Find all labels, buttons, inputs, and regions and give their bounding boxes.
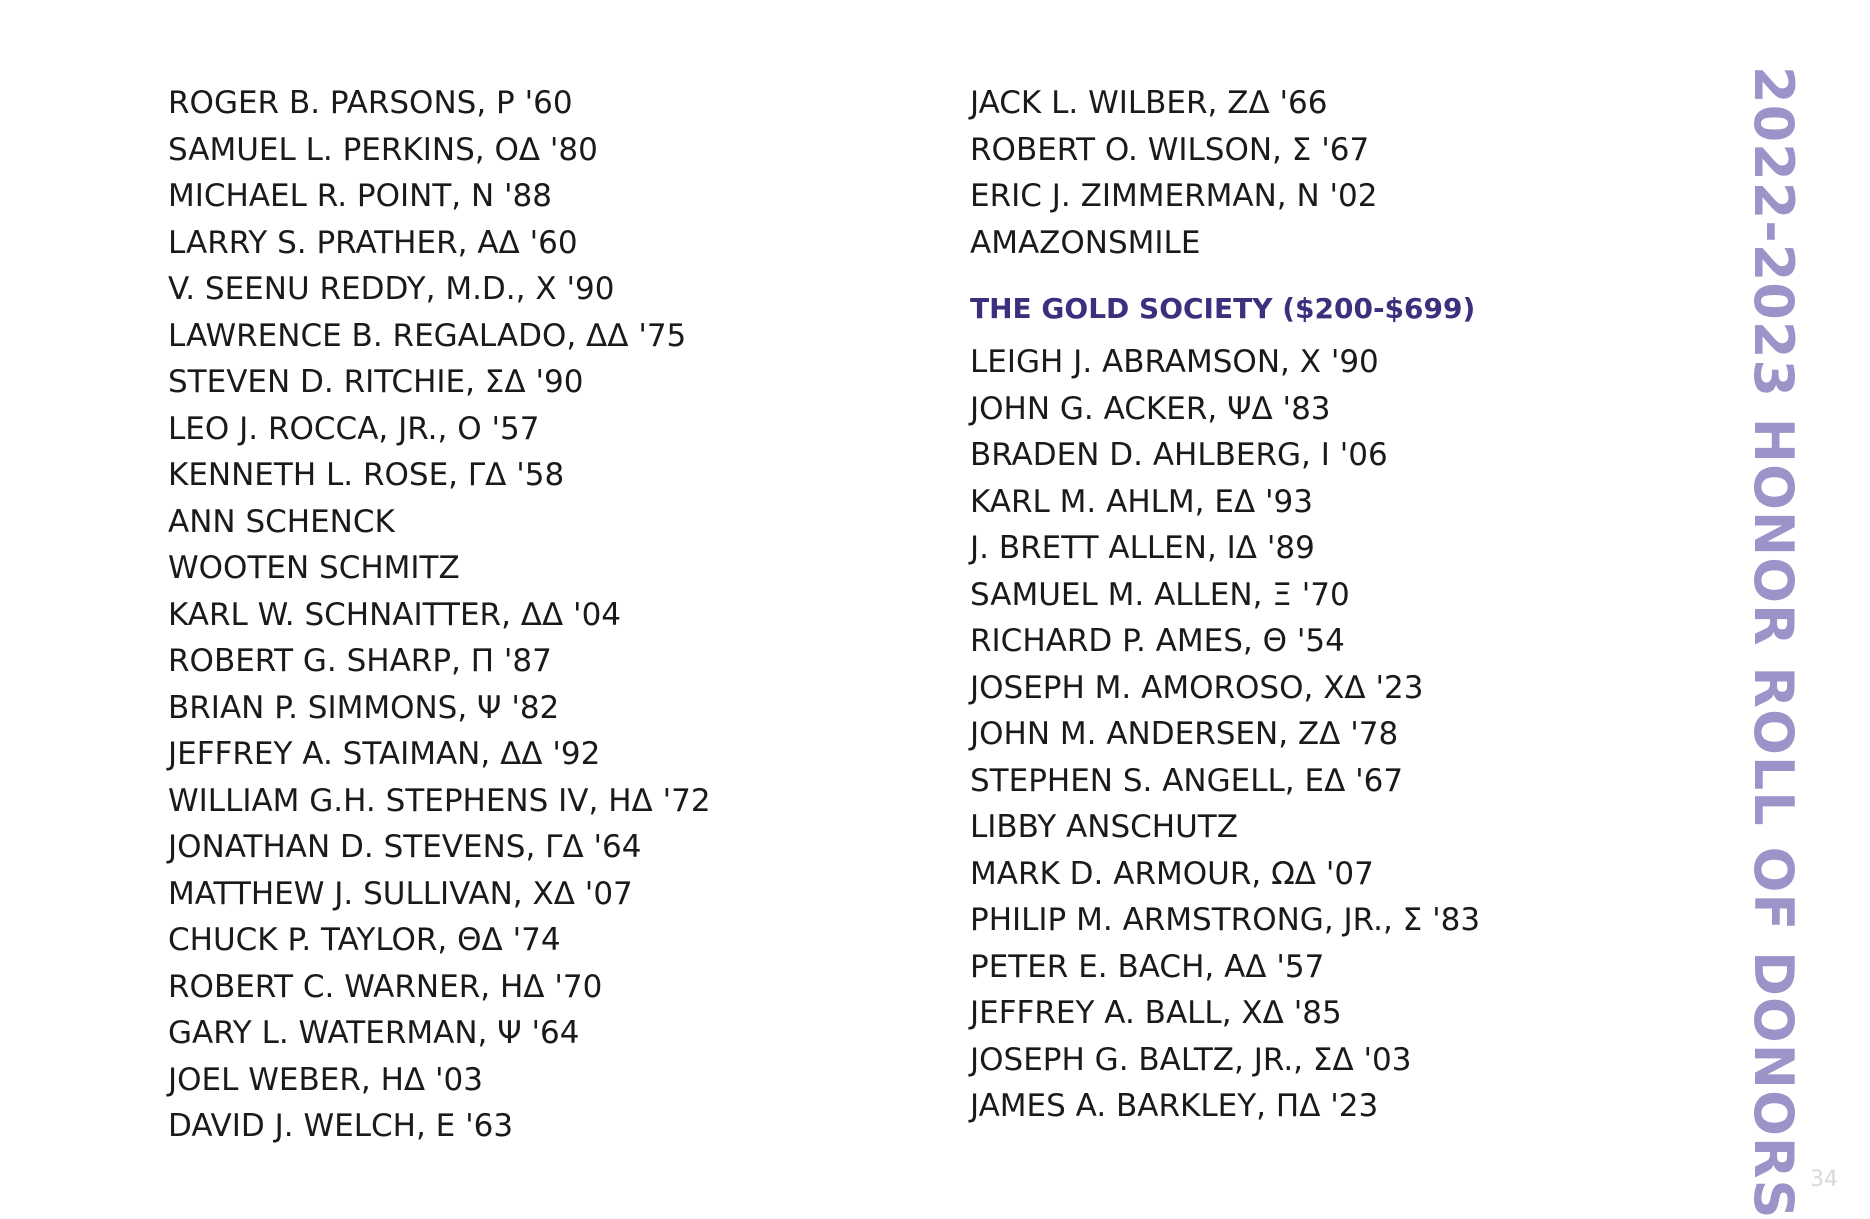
donor-name: JEFFREY A. BALL, XΔ '85 bbox=[970, 995, 1342, 1031]
donor-name: GARY L. WATERMAN, Ψ '64 bbox=[168, 1015, 580, 1051]
donor-name: LIBBY ANSCHUTZ bbox=[970, 809, 1238, 845]
donor-name: ERIC J. ZIMMERMAN, N '02 bbox=[970, 178, 1378, 214]
donor-name: LEIGH J. ABRAMSON, X '90 bbox=[970, 344, 1379, 380]
donor-name: JEFFREY A. STAIMAN, ΔΔ '92 bbox=[168, 736, 601, 772]
donor-name: MATTHEW J. SULLIVAN, XΔ '07 bbox=[168, 875, 633, 912]
donor-name: JONATHAN D. STEVENS, ΓΔ '64 bbox=[168, 829, 642, 865]
donor-name: MICHAEL R. POINT, N '88 bbox=[168, 178, 552, 214]
donor-list-continued bbox=[970, 80, 1480, 266]
donor-name: CHUCK P. TAYLOR, ΘΔ '74 bbox=[168, 922, 561, 958]
donor-list-left bbox=[168, 80, 711, 1150]
donor-name: JOEL WEBER, HΔ '03 bbox=[168, 1061, 483, 1098]
donor-name: ROBERT G. SHARP, Π '87 bbox=[168, 643, 552, 679]
donor-name: ROBERT C. WARNER, HΔ '70 bbox=[168, 968, 603, 1005]
donor-name: WOOTEN SCHMITZ bbox=[168, 550, 460, 586]
donor-name: JAMES A. BARKLEY, ΠΔ '23 bbox=[970, 1088, 1379, 1124]
donor-name: ANN SCHENCK bbox=[168, 503, 395, 540]
donor-name: STEVEN D. RITCHIE, ΣΔ '90 bbox=[168, 364, 584, 400]
donor-name: SAMUEL M. ALLEN, Ξ '70 bbox=[970, 576, 1350, 613]
donor-name: STEPHEN S. ANGELL, EΔ '67 bbox=[970, 762, 1404, 799]
honor-roll-title: 2022-2023 HONOR ROLL OF DONORS bbox=[1742, 66, 1805, 1219]
donor-name: ROBERT O. WILSON, Σ '67 bbox=[970, 131, 1370, 168]
donor-name: JOHN G. ACKER, ΨΔ '83 bbox=[970, 390, 1331, 427]
donor-list-right bbox=[970, 80, 1480, 1130]
donor-name: JOSEPH G. BALTZ, JR., ΣΔ '03 bbox=[970, 1041, 1412, 1078]
donor-name: J. BRETT ALLEN, IΔ '89 bbox=[970, 530, 1315, 566]
donor-name: V. SEENU REDDY, M.D., X '90 bbox=[168, 271, 615, 307]
donor-name: LARRY S. PRATHER, AΔ '60 bbox=[168, 224, 578, 261]
donor-name: KARL M. AHLM, EΔ '93 bbox=[970, 483, 1313, 520]
donor-name: AMAZONSMILE bbox=[970, 224, 1201, 261]
donor-name: ROGER B. PARSONS, P '60 bbox=[168, 85, 573, 121]
donor-name: JOHN M. ANDERSEN, ZΔ '78 bbox=[970, 716, 1399, 752]
donor-name: JOSEPH M. AMOROSO, XΔ '23 bbox=[970, 669, 1424, 706]
donor-name: PHILIP M. ARMSTRONG, JR., Σ '83 bbox=[970, 902, 1481, 938]
donor-name: KARL W. SCHNAITTER, ΔΔ '04 bbox=[168, 596, 622, 633]
donor-name: WILLIAM G.H. STEPHENS IV, HΔ '72 bbox=[168, 782, 711, 819]
donor-name: RICHARD P. AMES, Θ '54 bbox=[970, 623, 1345, 659]
donor-name: LEO J. ROCCA, JR., O '57 bbox=[168, 410, 540, 447]
page-number: 34 bbox=[1810, 1167, 1838, 1192]
donor-name: MARK D. ARMOUR, ΩΔ '07 bbox=[970, 855, 1374, 892]
gold-society-list bbox=[970, 339, 1480, 1130]
donor-name: LAWRENCE B. REGALADO, ΔΔ '75 bbox=[168, 317, 687, 354]
donor-name: KENNETH L. ROSE, ΓΔ '58 bbox=[168, 457, 565, 493]
gold-society-heading: THE GOLD SOCIETY ($200-$699) bbox=[970, 292, 1476, 325]
donor-name: SAMUEL L. PERKINS, OΔ '80 bbox=[168, 131, 598, 168]
donor-name: PETER E. BACH, AΔ '57 bbox=[970, 948, 1325, 985]
donor-name: BRADEN D. AHLBERG, I '06 bbox=[970, 437, 1388, 473]
donor-name: DAVID J. WELCH, E '63 bbox=[168, 1108, 514, 1144]
donor-name: JACK L. WILBER, ZΔ '66 bbox=[970, 85, 1328, 121]
donor-name: BRIAN P. SIMMONS, Ψ '82 bbox=[168, 689, 560, 726]
